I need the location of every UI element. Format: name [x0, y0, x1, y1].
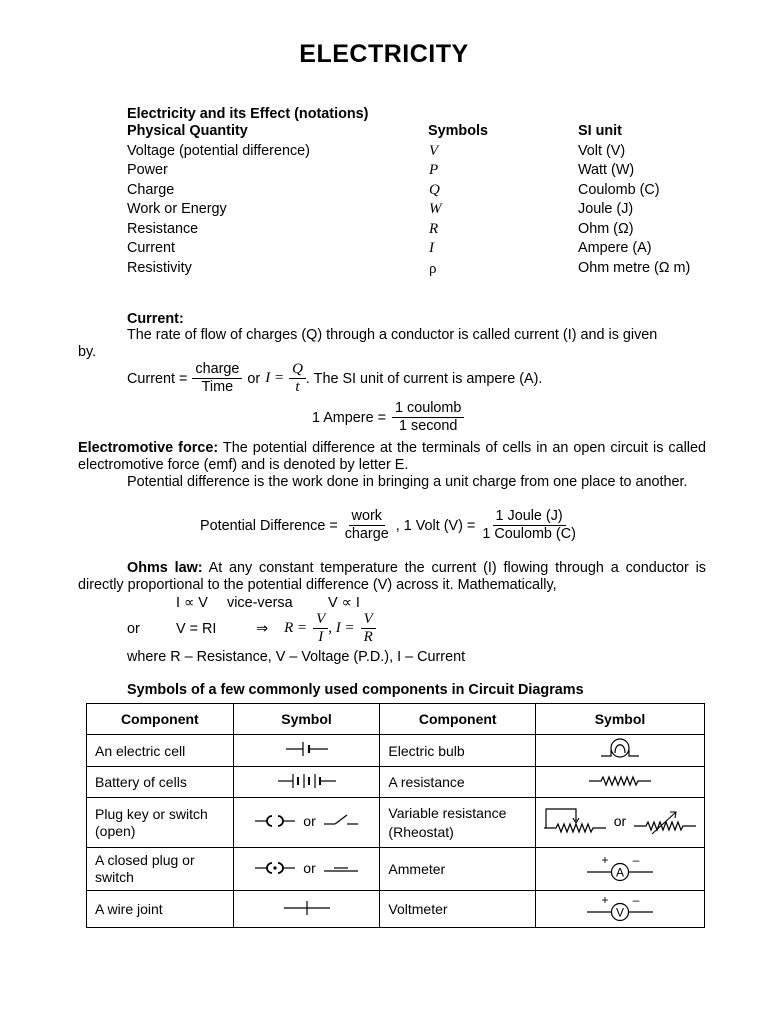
components-heading: Symbols of a few commonly used components in Circuit Diagrams: [127, 682, 584, 698]
ohm-or: or: [127, 621, 140, 637]
component-name: Plug key or switch (open): [87, 798, 234, 848]
fraction-num: charge: [192, 361, 242, 379]
ohms-law-text: At any constant temperature the current (I) flowing through a conductor is directly proportional to the potential difference (V) across it. Mathematically,: [78, 560, 706, 593]
component-name: A closed plug or switch: [87, 848, 234, 891]
symbol-cell: [233, 767, 380, 798]
plug-key-closed-icon: [253, 858, 297, 878]
proportional-2: V ∝ I: [328, 595, 360, 611]
symbol-cell: [536, 798, 705, 848]
symbol-charge: Q: [429, 182, 440, 198]
page-title: ELECTRICITY: [299, 40, 469, 68]
symbol-power: P: [429, 162, 439, 178]
fraction-den: t: [295, 379, 300, 395]
quantity-charge: Charge: [127, 182, 175, 198]
unit-charge: Coulomb (C): [578, 182, 660, 198]
ampere-formula: [312, 400, 464, 435]
unit-current: Ampere (A): [578, 240, 652, 256]
i-equals: , I =: [328, 620, 355, 636]
fraction-num: Q: [289, 361, 306, 379]
switch-closed-icon: [322, 858, 360, 878]
fraction-den: 1 Coulomb (C): [482, 526, 576, 542]
fraction-joule-coulomb: [479, 508, 579, 543]
quantity-voltage: Voltage (potential difference): [127, 143, 310, 159]
unit-resistance: Ohm (Ω): [578, 221, 634, 237]
fraction-den: I: [318, 629, 324, 645]
table-row: [87, 891, 705, 928]
voltmeter-icon: [585, 894, 655, 922]
fraction-q-t: [289, 361, 306, 396]
fraction-num: V: [361, 611, 376, 629]
ampere-lhs: 1 Ampere =: [312, 409, 386, 426]
ammeter-icon: [585, 854, 655, 882]
fraction-num: 1 coulomb: [392, 400, 464, 418]
rheostat-symbol: [542, 806, 698, 836]
symbol-current: I: [429, 240, 434, 256]
fraction-num: 1 Joule (J): [493, 508, 566, 526]
symbol-cell: [233, 848, 380, 891]
symbol-cell: [536, 767, 705, 798]
plug-key-closed-symbol: [253, 858, 359, 878]
fraction-den: charge: [344, 526, 389, 542]
col-symbol: Symbol: [233, 704, 380, 735]
plug-key-open-symbol: [253, 811, 359, 831]
wire-joint-icon: [282, 899, 332, 917]
component-name: An electric cell: [87, 735, 234, 767]
ohm-derived-formula: [256, 611, 376, 646]
resistor-icon: [587, 773, 653, 789]
symbol-work: W: [429, 201, 442, 217]
implies-symbol: ⇒: [256, 620, 269, 637]
component-name: Battery of cells: [87, 767, 234, 798]
fraction-charge-time: [192, 361, 242, 396]
current-definition-cont: by.: [78, 344, 97, 360]
ohms-law-paragraph: [78, 560, 706, 594]
component-name: A wire joint: [87, 891, 234, 928]
symbol-cell: [536, 735, 705, 767]
voltmeter-letter: V: [615, 905, 625, 919]
table-row: [87, 798, 705, 848]
ohm-equation: V = RI: [176, 621, 217, 637]
pd-paragraph: Potential difference is the work done in bringing a unit charge from one place to another.: [127, 474, 688, 490]
ohms-law-heading: Ohms law:: [127, 560, 203, 576]
symbol-resistance: R: [429, 221, 439, 237]
current-formula-lhs: Current =: [127, 370, 188, 387]
emf-text: The potential difference at the terminals of cells in an open circuit is called electromotive force (emf) and is denoted by letter E.: [78, 440, 706, 473]
i-equals: I =: [265, 370, 285, 386]
fraction-den: 1 second: [399, 418, 458, 434]
fraction-coulomb-second: [392, 400, 464, 435]
or-text: or: [247, 370, 261, 387]
table-header-row: [87, 704, 705, 735]
symbol-resistivity: ρ: [429, 261, 437, 277]
quantity-resistivity: Resistivity: [127, 260, 192, 276]
unit-resistivity: Ohm metre (Ω m): [578, 260, 691, 276]
plus-sign: +: [601, 853, 609, 867]
notations-heading: Electricity and its Effect (notations): [127, 106, 369, 122]
component-name: Electric bulb: [380, 735, 536, 767]
ammeter-letter: A: [615, 865, 625, 879]
quantity-power: Power: [127, 162, 168, 178]
minus-sign: –: [632, 853, 640, 867]
table-row: [87, 735, 705, 767]
quantity-current: Current: [127, 240, 175, 256]
battery-icon: [276, 771, 338, 791]
unit-work: Joule (J): [578, 201, 634, 217]
emf-heading: Electromotive force:: [78, 440, 219, 456]
quantity-work: Work or Energy: [127, 201, 227, 217]
fraction-den: Time: [201, 379, 234, 395]
table-row: [87, 767, 705, 798]
table-row: [87, 848, 705, 891]
or-text: or: [303, 813, 316, 829]
vice-versa: vice-versa: [227, 595, 293, 611]
si-unit-current-text: . The SI unit of current is ampere (A).: [305, 370, 543, 387]
col-component: Component: [380, 704, 536, 735]
minus-sign: –: [632, 893, 640, 907]
electric-cell-icon: [284, 739, 330, 759]
symbol-cell: [233, 735, 380, 767]
current-definition: The rate of flow of charges (Q) through a conductor is called current (I) and is given: [127, 327, 658, 343]
components-table: [86, 703, 705, 928]
unit-power: Watt (W): [578, 162, 635, 178]
emf-paragraph: [78, 440, 706, 474]
col-physical-quantity: Physical Quantity: [127, 123, 248, 139]
symbol-cell: [536, 848, 705, 891]
col-symbol: Symbol: [536, 704, 705, 735]
symbol-voltage: V: [429, 143, 439, 159]
component-name: Variable resistance (Rheostat): [380, 798, 536, 848]
symbol-cell: [233, 798, 380, 848]
electric-bulb-icon: [599, 736, 641, 762]
volt-lhs: , 1 Volt (V) =: [395, 517, 476, 534]
ohm-where-line: where R – Resistance, V – Voltage (P.D.), I – Current: [127, 649, 466, 665]
rheostat-icon: [542, 806, 608, 836]
variable-resistor-icon: [632, 806, 698, 836]
current-formula: [127, 361, 542, 396]
col-symbols: Symbols: [428, 123, 488, 139]
or-text: or: [303, 859, 316, 876]
proportional-1: I ∝ V: [176, 595, 208, 611]
symbol-cell: [536, 891, 705, 928]
component-name: Ammeter: [380, 848, 536, 891]
fraction-work-charge: [342, 508, 392, 543]
symbol-cell: [233, 891, 380, 928]
plus-sign: +: [601, 893, 609, 907]
quantity-resistance: Resistance: [127, 221, 199, 237]
pd-lhs: Potential Difference =: [200, 517, 338, 534]
component-name: A resistance: [380, 767, 536, 798]
component-name: Voltmeter: [380, 891, 536, 928]
fraction-num: V: [313, 611, 328, 629]
col-component: Component: [87, 704, 234, 735]
current-heading: Current:: [127, 311, 184, 327]
col-si-unit: SI unit: [578, 123, 622, 139]
pd-formula: [200, 508, 579, 543]
unit-voltage: Volt (V): [578, 143, 626, 159]
switch-open-icon: [322, 811, 360, 831]
fraction-v-i: [313, 611, 328, 646]
plug-key-open-icon: [253, 811, 297, 831]
or-text: or: [613, 813, 627, 829]
fraction-v-r: [361, 611, 376, 646]
fraction-den: R: [363, 629, 373, 645]
fraction-num: work: [349, 508, 385, 526]
r-equals: R =: [284, 620, 308, 636]
